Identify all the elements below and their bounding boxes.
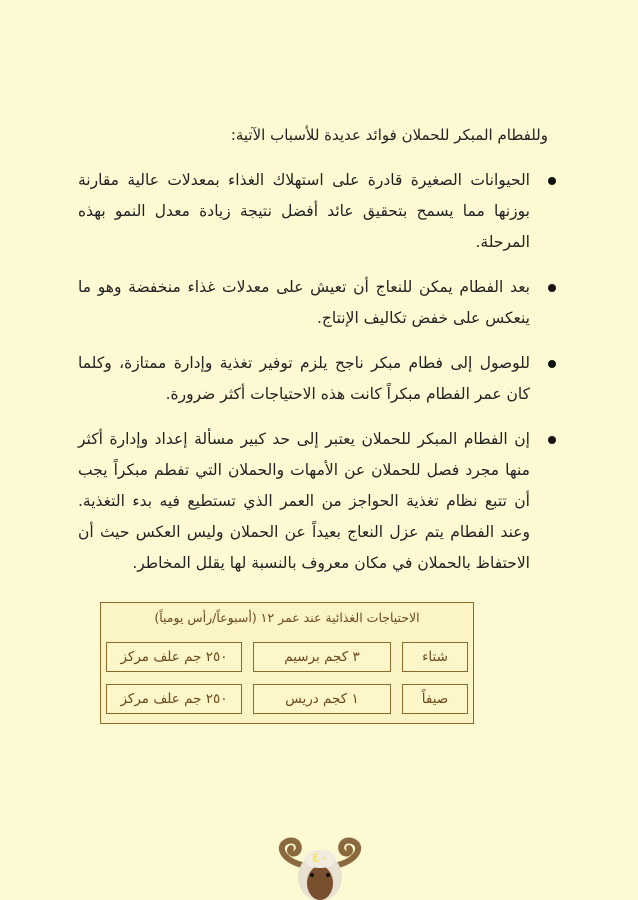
bullet-dot <box>548 177 556 185</box>
bullet-text: بعد الفطام يمكن للنعاج أن تعيش على معدلات غذاء منخفضة وهو ما ينعكس على خفض تكاليف الإنتاج. <box>78 278 530 327</box>
bullet-item <box>78 348 558 410</box>
bullet-text: الحيوانات الصغيرة قادرة على استهلاك الغذاء بمعدلات عالية مقارنة بوزنها مما يسمح بتحقيق عائد أفضل نتيجة زيادة معدل النمو بهذه المرحلة. <box>78 171 530 251</box>
page-number: ٤٠ <box>311 850 329 866</box>
table-title: الاحتياجات الغذائية عند عمر ١٢ (أسبوعاً/رأس يومياً) <box>154 610 420 625</box>
bullet-item <box>78 272 558 334</box>
nutrition-table <box>100 602 474 724</box>
bullet-item <box>78 165 558 258</box>
ram-head-icon <box>272 835 368 900</box>
intro-text: وللفطام المبكر للحملان فوائد عديدة للأسباب الآتية: <box>230 126 548 144</box>
concentrate-cell: ٢٥٠ جم علف مركز <box>106 642 242 672</box>
season-cell-summer: صيفاً <box>402 684 468 714</box>
bullet-dot <box>548 360 556 368</box>
roughage-cell: ١ كجم دريس <box>253 684 391 714</box>
bullet-text: إن الفطام المبكر للحملان يعتبر إلى حد كبير مسألة إعداد وإدارة أكثر منها مجرد فصل للحملان عن الأمهات والحملان التي تفطم مبكراً يجب أن تتبع نظام تغذية الحواجز من العمر الذي تستطيع فيه بدء التغذية. وعند الفطام يتم عزل النعاج بعيداً عن الحملان وليس العكس حيث أن الاحتفاظ بالحملان في مكان معروف بالنسبة لها يقلل المخاطر. <box>78 430 530 572</box>
roughage-cell: ٣ كجم برسيم <box>253 642 391 672</box>
bullet-text: للوصول إلى فطام مبكر ناجح يلزم توفير تغذية وإدارة ممتازة، وكلما كان عمر الفطام مبكراً كانت هذه الاحتياجات أكثر ضرورة. <box>78 354 530 403</box>
season-cell-winter: شتاء <box>402 642 468 672</box>
bullet-dot <box>548 284 556 292</box>
bullet-dot <box>548 436 556 444</box>
concentrate-cell: ٢٥٠ جم علف مركز <box>106 684 242 714</box>
bullet-list <box>78 165 558 593</box>
bullet-item <box>78 424 558 579</box>
